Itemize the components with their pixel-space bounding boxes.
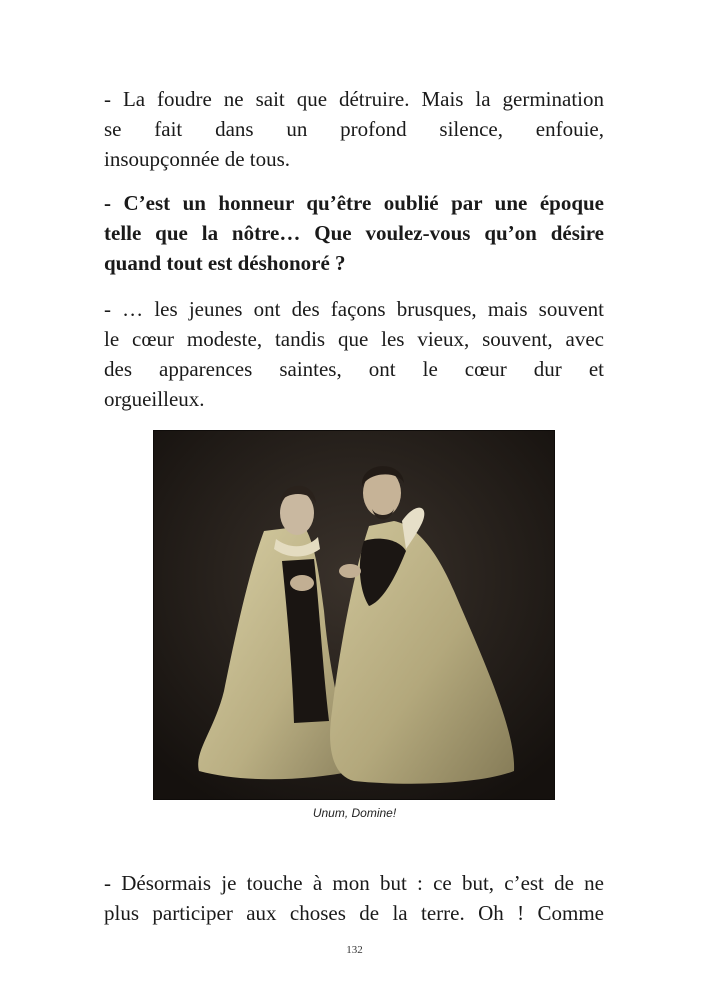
- stage-photograph: [153, 430, 555, 800]
- paragraph-lightning: [104, 84, 604, 174]
- text-line: - Désormais je touche à mon but : ce but, c’est de ne: [104, 871, 604, 895]
- text-line: - La foudre ne sait que détruire. Mais la germination: [104, 87, 604, 111]
- text-line: le cœur modeste, tandis que les vieux, souvent, avec: [104, 327, 604, 351]
- page-number: 132: [346, 944, 363, 956]
- paragraph-young-old: [104, 294, 604, 414]
- paragraph-goal: [104, 868, 604, 928]
- paragraph-honor-bold: [104, 188, 604, 278]
- text-line: plus participer aux choses de la terre. Oh ! Comme: [104, 901, 604, 925]
- text-line: orgueilleux.: [104, 387, 205, 411]
- text-line: se fait dans un profond silence, enfouie,: [104, 117, 604, 141]
- figure-caption: Unum, Domine!: [312, 806, 397, 820]
- text-line: des apparences saintes, ont le cœur dur et: [104, 357, 604, 381]
- photo-illustration: [154, 431, 554, 799]
- text-line: quand tout est déshonoré ?: [104, 251, 346, 275]
- text-line: telle que la nôtre… Que voulez-vous qu’on désire: [104, 221, 604, 245]
- text-line: - … les jeunes ont des façons brusques, mais souvent: [104, 297, 604, 321]
- text-line: - C’est un honneur qu’être oublié par une époque: [104, 191, 604, 215]
- text-line: insoupçonnée de tous.: [104, 147, 291, 171]
